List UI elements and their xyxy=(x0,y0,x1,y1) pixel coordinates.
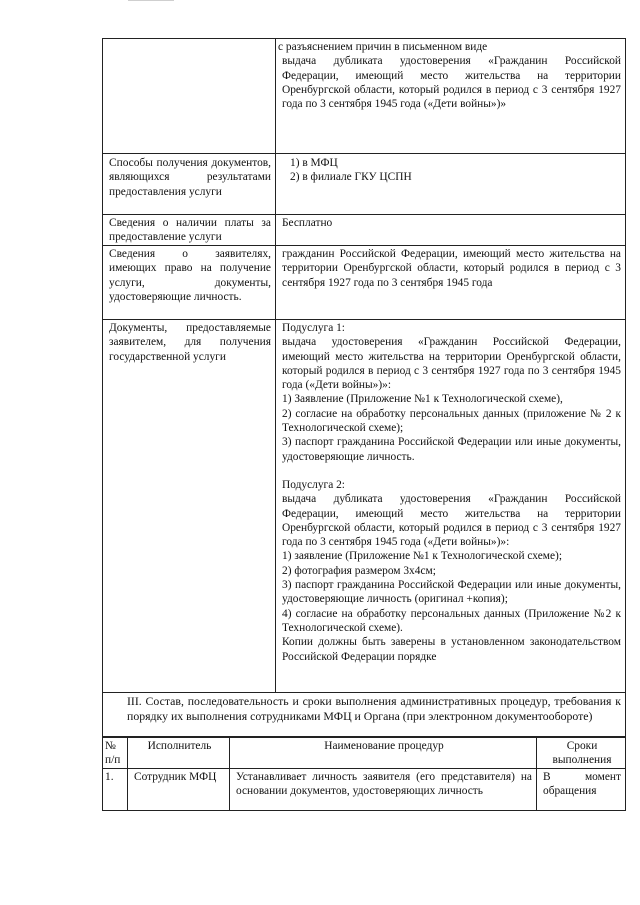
subservice1-title: Подуслуга 1: xyxy=(282,322,345,334)
subservice1-text: выдача удостоверения «Гражданин Российской Федерации, имеющий место жительства на территории Оренбургской области, который родился в период с 3 сентября 1927 года по 3 сентября 1945 года («Дети войны»)»: xyxy=(282,336,621,392)
row-executor: Сотрудник МФЦ xyxy=(128,768,230,810)
list-item: 1) в МФЦ xyxy=(290,157,338,169)
table-row xyxy=(103,39,626,154)
row3-left-cell: Сведения о наличии платы за предоставление услуги xyxy=(103,215,276,246)
service-info-table xyxy=(102,38,626,737)
row1-right-cell xyxy=(276,39,626,154)
row3-right-cell: Бесплатно xyxy=(276,215,626,246)
row2-right-cell xyxy=(276,154,626,215)
list-item: 3) паспорт гражданина Российской Федерации или иные документы, удостоверяющие личность (оригинал +копия); xyxy=(282,579,621,606)
header-procedure: Наименование процедур xyxy=(230,738,537,769)
table-row xyxy=(103,693,626,737)
row-procedure: Устанавливает личность заявителя (его представителя) на основании документов, удостоверяющих личность xyxy=(230,768,537,810)
section-heading: III. Состав, последовательность и сроки выполнения административных процедур, требования к порядку их выполнения сотрудниками МФЦ и Органа (при электронном документообороте) xyxy=(103,693,626,737)
table-row xyxy=(103,215,626,246)
list-item: 2) фотография размером 3х4см; xyxy=(282,564,436,577)
subservice2-title: Подуслуга 2: xyxy=(282,478,345,491)
list-item: 2) согласие на обработку персональных данных (приложение № 2 к Технологической схеме); xyxy=(282,407,621,435)
spacer xyxy=(282,464,621,478)
header-number: № п/п xyxy=(103,738,128,769)
table-row xyxy=(103,768,626,810)
row-term: В момент обращения xyxy=(537,768,626,810)
procedures-table xyxy=(102,737,626,811)
row2-left-cell: Способы получения документов, являющихся результатами предоставления услуги xyxy=(103,154,276,215)
row4-left-cell: Сведения о заявителях, имеющих право на получение услуги, документы, удостоверяющие личность. xyxy=(103,246,276,320)
row5-left-cell: Документы, предоставляемые заявителем, для получения государственной услуги xyxy=(103,320,276,693)
list-item: 4) согласие на обработку персональных данных (Приложение №2 к Технологической схеме). xyxy=(282,607,621,634)
list-item: Копии должны быть заверены в установленном законодательством Российской Федерации порядке xyxy=(282,636,621,663)
refusal-text: с разъяснением причин в письменном виде xyxy=(278,41,488,53)
header-term: Сроки выполнения xyxy=(537,738,626,769)
row5-right-cell xyxy=(276,320,626,693)
row-number: 1. xyxy=(103,768,128,810)
list-item: 1) Заявление (Приложение №1 к Технологической схеме), xyxy=(282,393,563,406)
table-row xyxy=(103,154,626,215)
list-item: 1) заявление (Приложение №1 к Технологической схеме); xyxy=(282,550,562,563)
list-item: 3) паспорт гражданина Российской Федерации или иные документы, удостоверяющие личность. xyxy=(282,436,621,463)
table-header-row xyxy=(103,738,626,769)
list-item: 2) в филиале ГКУ ЦСПН xyxy=(290,171,412,184)
row4-right-cell: гражданин Российской Федерации, имеющий место жительства на территории Оренбургской области, который родился в период с 3 сентября 1927 года по 3 сентября 1945 года xyxy=(276,246,626,320)
table-row xyxy=(103,246,626,320)
table-row xyxy=(103,320,626,693)
scan-mark xyxy=(128,0,174,1)
subservice2-text: выдача дубликата удостоверения «Гражданин Российской Федерации, имеющий место жительства на территории Оренбургской области, который родился в период с 3 сентября 1927 года по 3 сентября 1945 года («Дети войны»)»: xyxy=(282,493,621,549)
header-executor: Исполнитель xyxy=(128,738,230,769)
duplicate-text: выдача дубликата удостоверения «Гражданин Российской Федерации, имеющий место жительства на территории Оренбургской области, который родился в период с 3 сентября 1927 года по 3 сентября 1945 года («Дети войны»)» xyxy=(282,55,621,111)
row1-left-cell xyxy=(103,39,276,154)
